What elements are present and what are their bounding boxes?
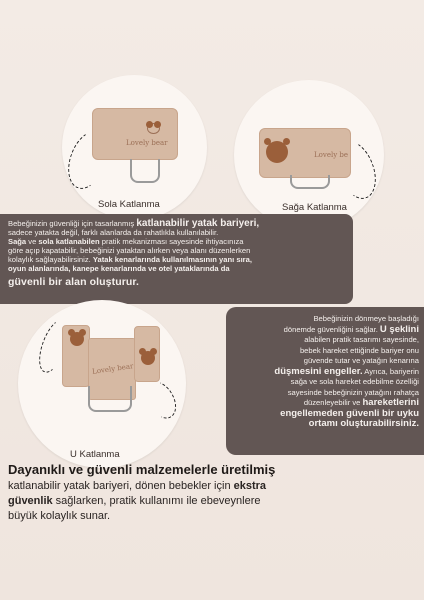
bear-head-icon (141, 351, 155, 365)
bear-face-icon (147, 123, 160, 134)
brand-label: Lovely bear (91, 362, 134, 376)
folding-info-box (0, 214, 353, 304)
right-fold-rail (290, 175, 330, 189)
right-fold-caption: Sağa Katlanma (282, 202, 347, 213)
bear-head-icon (70, 332, 84, 346)
folding-info-text: Bebeğinizin güvenliği için tasarlanmış katlanabilir yatak bariyeri, sadece yatakta değil, farklı alanlarda da rahatlıkla kullanılabilir. Sağa ve sola katlanabilen pratik mekanizması sayesinde ihtiyacınıza göre açıp kapatabilir, bebeğinizi yataktan alırken veya alanı düzenlerken kolaylık sağlayabilirsiniz. Yatak kenarlarında kullanılmasının yanı sıra, oyun alanlarında, kanepe kenarlarında ve otel yataklarında da (8, 218, 260, 273)
brand-label: Lovely be (314, 151, 349, 159)
u-fold-rail (88, 386, 132, 412)
u-fold-right-panel (134, 326, 160, 382)
u-shape-info-text: Bebeğinizin dönmeye başladığı dönemde güvenliğini sağlar. U şeklini alabilen pratik tasarımı sayesinde, bebek hareket ettiğinde bariyer onu güvende tutar ve yatağın kenarına düşmesini engeller. Ayrıca, bariyerin sağa ve sola hareket edebilme özelliği sayesinde bebeğinizin yatağını rahatça düzenleyebilir ve hareketlerini engellemeden güvenli bir uyku ortamı oluşturabilirsiniz. (274, 314, 419, 429)
durability-heading: Dayanıklı ve güvenli malzemelerle üretilmiş (8, 462, 276, 477)
folding-info-headline: güvenli bir alan oluşturur. (8, 276, 140, 289)
left-fold-caption: Sola Katlanma (98, 199, 160, 210)
brand-label: Lovely bear (126, 139, 168, 147)
left-fold-rail (130, 159, 160, 183)
u-shape-info-box (226, 307, 424, 455)
u-fold-caption: U Katlanma (70, 449, 120, 460)
bear-head-icon (266, 141, 288, 163)
durability-text: katlanabilir yatak bariyeri, dönen bebekler için ekstra güvenlik sağlarken, pratik kullanımı ile ebeveynlere büyük kolaylık sunar. (8, 480, 267, 522)
